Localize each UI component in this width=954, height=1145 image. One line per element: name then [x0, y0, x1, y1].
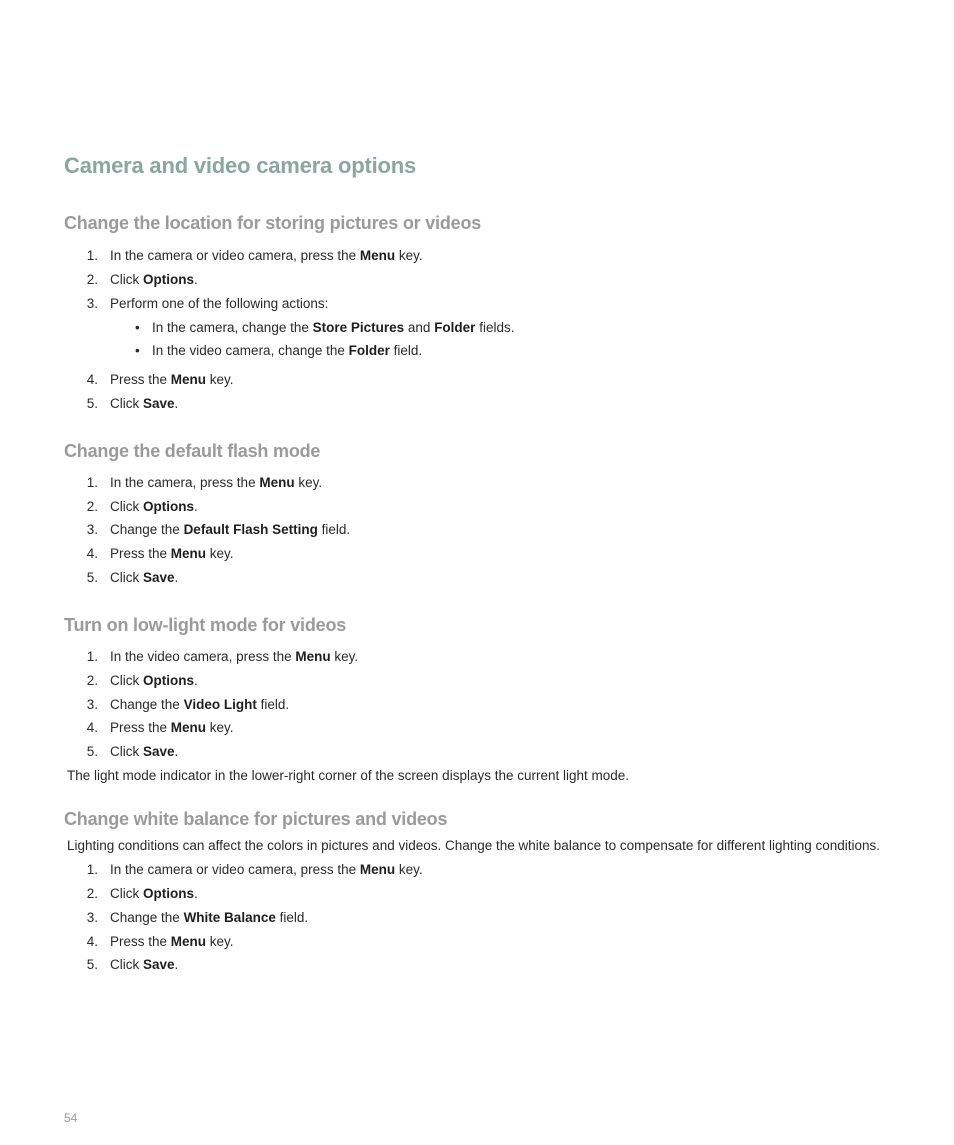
step-number: 5. — [86, 744, 98, 759]
step-keyword: Menu — [170, 546, 207, 561]
step-number: 1. — [86, 248, 98, 263]
step-keyword: Options — [143, 499, 194, 514]
bullet-keyword: Store Pictures — [312, 320, 405, 335]
step-text: Click — [110, 499, 143, 514]
bullet-text: fields. — [475, 320, 515, 335]
page-title: Camera and video camera options — [64, 153, 417, 178]
step-keyword: Menu — [259, 475, 295, 490]
step-number: 4. — [86, 720, 98, 735]
bullet-dot: • — [135, 343, 140, 358]
step-text: Press the — [110, 720, 171, 735]
step-text: In the camera, press the — [110, 475, 260, 490]
step-text: Press the — [110, 372, 171, 387]
step-keyword: White Balance — [183, 910, 276, 925]
section-heading-white-balance: Change white balance for pictures and videos — [64, 809, 448, 829]
step-text: field. — [317, 522, 351, 537]
step-number: 2. — [86, 886, 98, 901]
step-keyword: Video Light — [183, 697, 257, 712]
step-number: 5. — [86, 957, 98, 972]
step-number: 4. — [86, 372, 98, 387]
step-text: key. — [294, 475, 323, 490]
step-text: In the camera or video camera, press the — [110, 248, 360, 263]
step-number: 1. — [86, 649, 98, 664]
step-text: Click — [110, 272, 143, 287]
step-text: Click — [110, 570, 143, 585]
step-text: . — [194, 886, 198, 901]
bullet-text: field. — [389, 343, 423, 358]
step-number: 5. — [86, 570, 98, 585]
step-keyword: Options — [143, 272, 194, 287]
step-keyword: Save — [143, 396, 175, 411]
step-text: In the camera or video camera, press the — [110, 862, 360, 877]
step-number: 2. — [86, 499, 98, 514]
step-keyword: Default Flash Setting — [183, 522, 318, 537]
step-number: 4. — [86, 546, 98, 561]
bullet-keyword: Folder — [348, 343, 390, 358]
step-keyword: Save — [143, 957, 175, 972]
step-text: key. — [206, 720, 234, 735]
step-text: Click — [110, 957, 143, 972]
step-text: Press the — [110, 934, 171, 949]
page-number: 54 — [64, 1111, 78, 1125]
step-number: 3. — [86, 296, 98, 311]
step-number: 3. — [86, 522, 98, 537]
bullet-text: In the video camera, change the — [152, 343, 349, 358]
step-text: key. — [395, 248, 423, 263]
step-text: . — [194, 272, 198, 287]
step-text: Perform one of the following actions: — [110, 296, 329, 311]
bullet-dot: • — [135, 320, 140, 335]
step-text: . — [174, 396, 179, 411]
bullet-text: and — [404, 320, 435, 335]
step-text: key. — [206, 546, 234, 561]
step-text: key. — [206, 372, 234, 387]
step-text: Change the — [110, 910, 184, 925]
step-number: 3. — [86, 697, 98, 712]
step-keyword: Menu — [170, 720, 207, 735]
step-keyword: Save — [143, 570, 175, 585]
step-text: . — [194, 673, 198, 688]
step-text: Click — [110, 744, 143, 759]
step-text: Click — [110, 673, 143, 688]
step-text: Click — [110, 886, 143, 901]
step-text: key. — [330, 649, 359, 664]
step-text: Change the — [110, 522, 184, 537]
step-number: 1. — [86, 862, 98, 877]
step-text: . — [194, 499, 198, 514]
step-number: 2. — [86, 673, 98, 688]
step-keyword: Options — [143, 886, 194, 901]
step-text: field. — [275, 910, 309, 925]
step-number: 2. — [86, 272, 98, 287]
step-text: . — [174, 570, 179, 585]
step-text: Change the — [110, 697, 184, 712]
step-number: 1. — [86, 475, 98, 490]
section-heading-low-light-mode: Turn on low-light mode for videos — [64, 615, 347, 635]
step-keyword: Options — [143, 673, 194, 688]
step-keyword: Menu — [359, 862, 396, 877]
step-keyword: Menu — [170, 934, 207, 949]
section-heading-storage-location: Change the location for storing pictures or videos — [64, 213, 482, 233]
section-heading-flash-mode: Change the default flash mode — [64, 441, 321, 461]
bullet-text: In the camera, change the — [152, 320, 313, 335]
step-keyword: Menu — [295, 649, 331, 664]
step-text: key. — [395, 862, 423, 877]
step-text: Press the — [110, 546, 171, 561]
note-paragraph: The light mode indicator in the lower-right corner of the screen displays the current light mode. — [67, 768, 630, 783]
bullet-keyword: Folder — [434, 320, 476, 335]
step-text: In the video camera, press the — [110, 649, 296, 664]
step-text: . — [174, 957, 179, 972]
intro-paragraph: Lighting conditions can affect the colors in pictures and videos. Change the white balance to compensate for different lighting conditions. — [67, 838, 881, 853]
step-text: field. — [256, 697, 290, 712]
step-text: key. — [206, 934, 234, 949]
step-keyword: Save — [143, 744, 175, 759]
step-text: . — [174, 744, 179, 759]
step-number: 4. — [86, 934, 98, 949]
step-keyword: Menu — [359, 248, 396, 263]
step-number: 5. — [86, 396, 98, 411]
step-number: 3. — [86, 910, 98, 925]
step-keyword: Menu — [170, 372, 207, 387]
step-text: Click — [110, 396, 143, 411]
